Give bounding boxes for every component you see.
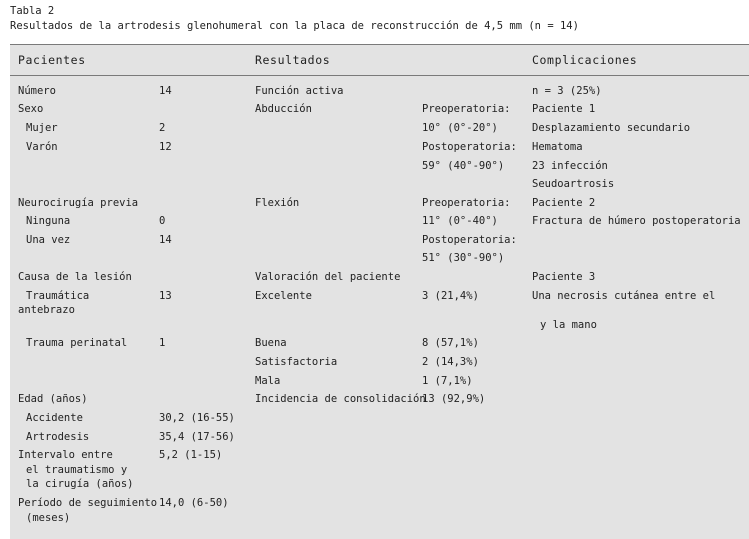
comp-p1-seudoartrosis: Seudoartrosis <box>532 178 615 190</box>
row-buena-value: 8 (57,1%) <box>422 337 479 349</box>
row-funcion-activa: Función activa <box>255 85 344 97</box>
abd-pre-label: Preoperatoria: <box>422 103 511 115</box>
row-mala-label: Mala <box>255 375 281 387</box>
row-artrodesis-value: 35,4 (17-56) <box>159 431 235 443</box>
row-flexion: Flexión <box>255 197 300 209</box>
table-label: Tabla 2 <box>10 5 55 17</box>
header-complicaciones: Complicaciones <box>532 53 638 67</box>
header-divider <box>10 75 749 76</box>
row-varon-label: Varón <box>26 141 58 153</box>
row-perinatal-value: 1 <box>159 337 166 349</box>
row-perinatal-label: Trauma perinatal <box>26 337 128 349</box>
abd-pre-value: 10° (0°-20°) <box>422 122 498 134</box>
row-mujer-value: 2 <box>159 122 166 134</box>
row-edad: Edad (años) <box>18 393 88 405</box>
row-varon-value: 12 <box>159 141 172 153</box>
row-accidente-label: Accidente <box>26 412 83 424</box>
comp-paciente-2: Paciente 2 <box>532 197 596 209</box>
row-numero-label: Número <box>18 85 56 97</box>
row-sexo: Sexo <box>18 103 44 115</box>
row-consolidacion-label: Incidencia de consolidación <box>255 393 426 405</box>
comp-paciente-3: Paciente 3 <box>532 271 596 283</box>
row-accidente-value: 30,2 (16-55) <box>159 412 235 424</box>
row-traumatica-label: Traumática <box>26 290 90 302</box>
row-una-vez-value: 14 <box>159 234 172 246</box>
row-seguimiento-label-2: (meses) <box>26 512 71 524</box>
abd-post-value: 59° (40°-90°) <box>422 160 505 172</box>
row-numero-value: 14 <box>159 85 172 97</box>
results-table <box>10 44 749 539</box>
row-traumatica-value: 13 <box>159 290 172 302</box>
comp-p3-mano: y la mano <box>540 319 597 331</box>
row-buena-label: Buena <box>255 337 287 349</box>
row-satisfactoria-label: Satisfactoria <box>255 356 338 368</box>
abd-post-label: Postoperatoria: <box>422 141 517 153</box>
header-resultados: Resultados <box>255 53 331 67</box>
comp-total: n = 3 (25%) <box>532 85 602 97</box>
row-intervalo-value: 5,2 (1-15) <box>159 449 223 461</box>
row-ninguna-value: 0 <box>159 215 166 227</box>
flex-pre-label: Preoperatoria: <box>422 197 511 209</box>
header-pacientes: Pacientes <box>18 53 86 67</box>
row-seguimiento-label-1: Período de seguimiento <box>18 497 158 509</box>
row-mala-value: 1 (7,1%) <box>422 375 473 387</box>
row-consolidacion-value: 13 (92,9%) <box>422 393 486 405</box>
row-intervalo-label-2: el traumatismo y <box>26 464 128 476</box>
row-intervalo-label-3: la cirugía (años) <box>26 478 134 490</box>
row-abduccion: Abducción <box>255 103 312 115</box>
row-traumatica-label-2: antebrazo <box>18 304 75 316</box>
row-neurocirugia: Neurocirugía previa <box>18 197 139 209</box>
row-artrodesis-label: Artrodesis <box>26 431 90 443</box>
comp-p1-desplazamiento: Desplazamiento secundario <box>532 122 691 134</box>
row-valoracion: Valoración del paciente <box>255 271 401 283</box>
flex-post-label: Postoperatoria: <box>422 234 517 246</box>
table-title: Resultados de la artrodesis glenohumeral con la placa de reconstrucción de 4,5 mm (n = 14) <box>10 20 579 32</box>
row-ninguna-label: Ninguna <box>26 215 71 227</box>
row-intervalo-label-1: Intervalo entre <box>18 449 113 461</box>
row-excelente-label: Excelente <box>255 290 312 302</box>
comp-p3-necrosis: Una necrosis cutánea entre el <box>532 290 716 302</box>
flex-post-value: 51° (30°-90°) <box>422 252 505 264</box>
row-mujer-label: Mujer <box>26 122 58 134</box>
row-seguimiento-value: 14,0 (6-50) <box>159 497 229 509</box>
table-caption <box>10 4 579 34</box>
flex-pre-value: 11° (0°-40°) <box>422 215 498 227</box>
comp-p1-infeccion: 23 infección <box>532 160 608 172</box>
row-una-vez-label: Una vez <box>26 234 71 246</box>
row-satisfactoria-value: 2 (14,3%) <box>422 356 479 368</box>
comp-p2-fractura: Fractura de húmero postoperatoria <box>532 215 741 227</box>
row-causa: Causa de la lesión <box>18 271 132 283</box>
row-excelente-value: 3 (21,4%) <box>422 290 479 302</box>
comp-p1-hematoma: Hematoma <box>532 141 583 153</box>
comp-paciente-1: Paciente 1 <box>532 103 596 115</box>
